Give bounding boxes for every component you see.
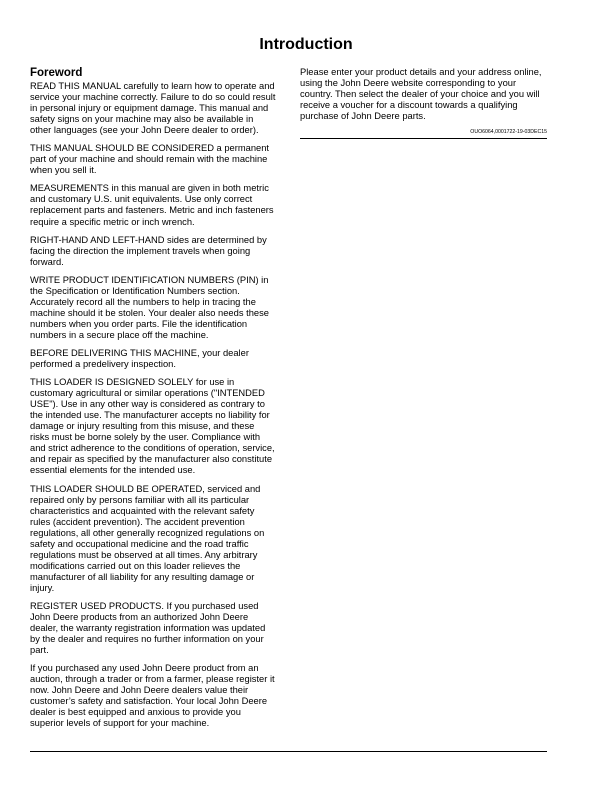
section-heading-foreword: Foreword — [30, 67, 83, 79]
paragraph-right-left-sides: RIGHT-HAND AND LEFT-HAND sides are determined by facing the direction the implement travels when going forward. — [30, 234, 267, 267]
paragraph-register-used: REGISTER USED PRODUCTS. If you purchased used John Deere products from an authorized John Deere dealer, the warranty registration information was updated by the dealer and requires no further information on your part. — [30, 600, 266, 656]
paragraph-read-manual: READ THIS MANUAL carefully to learn how to operate and service your machine correctly. Failure to do so could result in personal injury or equipment damage. This manual and safety signs on your machine may also be available in other languages (see your John Deere dealer to order). — [30, 81, 276, 136]
paragraph-product-details: Please enter your product details and your address online, using the John Deere website corresponding to your country. Then select the dealer of your choice and you will receive a voucher for a discount towards a qualifying purchase of John Deere parts. — [300, 67, 542, 122]
page-title: Introduction — [259, 36, 353, 53]
footer-rule — [30, 751, 547, 752]
left-column — [30, 67, 276, 736]
paragraph-intended-use: THIS LOADER IS DESIGNED SOLELY for use in customary agricultural or similar operations ("INTENDED USE"). Use in any other way is considered as contrary to the intended use. The manufacturer accepts no liability for damage or injury resulting from this misuse, and these risks must be borne solely by the user. Compliance with and strict adherence to the conditions of operation, service, and repair as specified by the manufacturer also constitute essential elements for the intended use. — [30, 377, 275, 476]
paragraph-operation-safety: THIS LOADER SHOULD BE OPERATED, serviced and repaired only by persons familiar with all its particular characteristics and acquainted with the relevant safety rules (accident prevention). The accident prevention regulations, all other generally recognized regulations on safety and occupational medicine and the road traffic regulations must be observed at all times. Any arbitrary modifications carried out on this loader relieves the manufacturer of all liability for any resulting damage or injury. — [30, 483, 265, 593]
section-divider — [300, 138, 547, 139]
right-column — [300, 67, 547, 139]
paragraph-measurements: MEASUREMENTS in this manual are given in both metric and customary U.S. unit equivalents. Use only correct replacement parts and fasteners. Metric and inch fasteners require a specific metric or inch wrench. — [30, 183, 274, 227]
paragraph-permanent-part: THIS MANUAL SHOULD BE CONSIDERED a permanent part of your machine and should remain with the machine when you sell it. — [30, 143, 270, 176]
reference-id: OUO6064,0001722-19-03DEC15 — [470, 129, 547, 136]
paragraph-predelivery: BEFORE DELIVERING THIS MACHINE, your dealer performed a predelivery inspection. — [30, 347, 249, 370]
paragraph-auction-purchase: If you purchased any used John Deere product from an auction, through a trader or from a farmer, please register it now. John Deere and John Deere dealers value their customer’s safety and satisfaction. Your local John Deere dealer is best equipped and anxious to provide you superior levels of support for your machine. — [30, 663, 275, 729]
paragraph-pin-numbers: WRITE PRODUCT IDENTIFICATION NUMBERS (PIN) in the Specification or Identification Numbers section. Accurately record all the numbers to help in tracing the machine should it be stolen. Your dealer also needs these numbers when you order parts. File the identification numbers in a secure place off the machine. — [30, 274, 269, 340]
